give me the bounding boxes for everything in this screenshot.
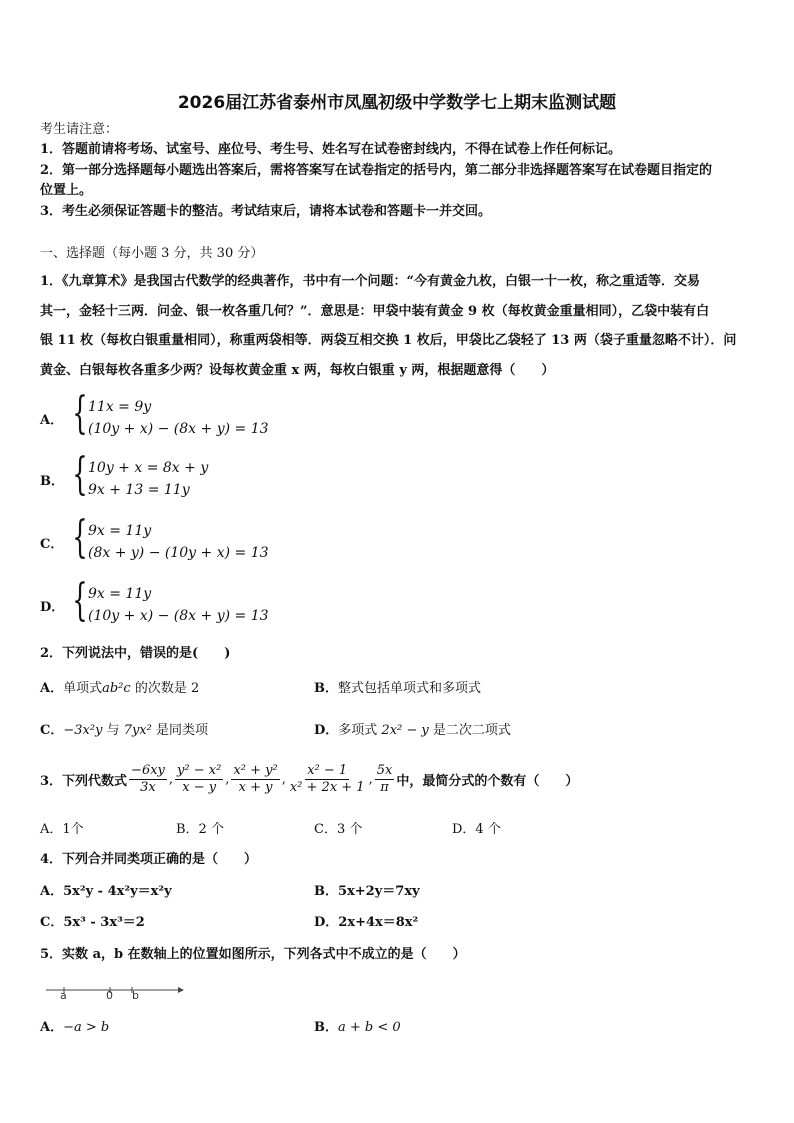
q3-stem: 3．下列代数式 $\frac{-6xy}{3x}$ , $\frac{\text{y² − x²}}{x - y}$ , $\frac{\text{x² + y²}}{x + y}$ , $\frac{\text{x² − 1}}{\text{x² + 2x + 1}}$ , $\frac{5x}{\pi}$ 中，最简分式的个数有（ ） — [40, 763, 579, 795]
math-term: −a > b — [63, 1020, 110, 1035]
q4-stem: 4．下列合并同类项正确的是（ ） — [40, 852, 258, 867]
q1-line-1: 1．《九章算术》是我国古代数学的经典著作，书中有一个问题：“今有黄金九枚，白银一十一枚，称之重适等．交易 — [40, 274, 701, 289]
section-heading: 一、选择题（每小题 3 分，共 30 分） — [40, 246, 264, 261]
equation: 9x = 11y — [88, 523, 152, 539]
notice-item-1: 1．答题前请将考场、试室号、座位号、考生号、姓名写在试卷密封线内，不得在试卷上作任何标记。 — [40, 142, 622, 157]
q1-line-4: 黄金、白银每枚各重多少两？设每枚黄金重 x 两，每枚白银重 y 两，根据题意得（ ） — [40, 363, 555, 378]
q4-option-c[interactable]: C．5x³ - 3x³＝2 — [40, 915, 145, 930]
equation: 11x = 9y — [88, 399, 152, 415]
axis-label-b: b — [132, 989, 139, 1002]
equation: (10y + x) − (8x + y) = 13 — [88, 608, 269, 624]
q5-option-b[interactable] — [314, 1018, 401, 1038]
option-label: A． — [40, 412, 64, 428]
q3-stem-post: 中，最简分式的个数有（ ） — [396, 774, 579, 789]
fraction: $\frac{5x}{\pi}$ — [376, 763, 393, 795]
fraction: $\frac{-6xy}{3x}$ — [131, 763, 165, 795]
q1-option-d[interactable]: D． { 9x = 11y (10y + x) − (8x + y) = 13 — [40, 575, 269, 626]
q2-option-b[interactable] — [314, 679, 481, 699]
equation: 10y + x = 8x + y — [88, 460, 209, 476]
equation: (10y + x) − (8x + y) = 13 — [88, 421, 269, 437]
q3-option-c[interactable]: C．3 个 — [314, 822, 363, 837]
q1-option-c[interactable]: C． { 9x = 11y (8x + y) − (10y + x) = 13 — [40, 512, 269, 563]
q3-option-b[interactable]: B．2 个 — [176, 822, 224, 837]
axis-label-0: 0 — [106, 989, 113, 1002]
option-text: 多项式 — [338, 723, 382, 738]
notice-heading: 考生请注意： — [40, 122, 119, 137]
option-label: C． — [40, 723, 64, 738]
fraction: $\frac{\text{x² + y²}}{x + y}$ — [233, 763, 278, 795]
option-label: B． — [40, 473, 64, 489]
option-label: A． — [40, 681, 64, 696]
q3-option-d[interactable]: D．4 个 — [452, 822, 501, 837]
q2-stem: 2．下列说法中，错误的是( ) — [40, 646, 231, 661]
q4-option-b[interactable]: B．5x+2y＝7xy — [314, 884, 420, 899]
option-label: B． — [314, 681, 338, 696]
fraction: $\frac{\text{y² − x²}}{x - y}$ — [177, 763, 222, 795]
math-term: a + b < 0 — [338, 1020, 401, 1035]
option-text: 与 — [102, 723, 124, 738]
q1-line-3: 银 11 枚（每枚白银重量相同），称重两袋相等．两袋互相交换 1 枚后，甲袋比乙袋轻了 13 两（袋子重量忽略不计）．问 — [40, 333, 737, 348]
math-term: ab²c — [102, 681, 131, 696]
q1-option-a[interactable]: A． { 11x = 9y (10y + x) − (8x + y) = 13 — [40, 388, 269, 439]
option-text: 单项式 — [63, 681, 103, 696]
q5-stem: 5．实数 a，b 在数轴上的位置如图所示，下列各式中不成立的是（ ） — [40, 947, 466, 962]
fraction: $\frac{\text{x² − 1}}{\text{x² + 2x + 1}}$ — [289, 763, 365, 795]
q2-option-c[interactable] — [40, 721, 208, 741]
option-text: 是二次二项式 — [428, 723, 511, 738]
math-term: 2x² − y — [381, 723, 429, 738]
math-term: 7yx² — [123, 723, 152, 738]
q3-stem-pre: 3．下列代数式 — [40, 774, 128, 789]
notice-item-2: 2．第一部分选择题每小题选出答案后，需将答案写在试卷指定的括号内，第二部分非选择题答案写在试卷题目指定的 — [40, 163, 713, 178]
option-label: B． — [314, 1020, 338, 1035]
q1-line-2: 其一，金轻十三两．问金、银一枚各重几何？”．意思是：甲袋中装有黄金 9 枚（每枚黄金重量相同），乙袋中装有白 — [40, 304, 710, 319]
page-title: 2026届江苏省泰州市凤凰初级中学数学七上期末监测试题 — [177, 93, 617, 113]
option-text: 整式包括单项式和多项式 — [338, 681, 482, 696]
q2-option-d[interactable] — [314, 721, 511, 741]
option-label: D． — [314, 723, 339, 738]
number-line-figure — [44, 982, 184, 1002]
option-text: 的次数是 2 — [130, 681, 200, 696]
equation: 9x = 11y — [88, 586, 152, 602]
math-term: −3x²y — [63, 723, 103, 738]
option-label: A． — [40, 1020, 64, 1035]
q4-option-a[interactable]: A．5x²y - 4x²y＝x²y — [40, 884, 172, 899]
axis-label-a: a — [60, 989, 67, 1002]
option-label: D． — [40, 599, 65, 615]
axis-arrow — [178, 987, 184, 993]
notice-item-2-cont: 位置上。 — [40, 183, 93, 198]
q2-option-a[interactable] — [40, 679, 199, 699]
option-text: 是同类项 — [151, 723, 208, 738]
equation: 9x + 13 = 11y — [88, 482, 190, 498]
equation: (8x + y) − (10y + x) = 13 — [88, 545, 269, 561]
q1-option-b[interactable]: B． { 10y + x = 8x + y 9x + 13 = 11y — [40, 449, 209, 500]
q3-option-a[interactable]: A．1个 — [40, 822, 84, 837]
q5-option-a[interactable] — [40, 1018, 109, 1038]
option-label: C． — [40, 536, 64, 552]
q4-option-d[interactable]: D．2x+4x＝8x² — [314, 915, 419, 930]
notice-item-3: 3．考生必须保证答题卡的整洁。考试结束后，请将本试卷和答题卡一并交回。 — [40, 204, 492, 219]
